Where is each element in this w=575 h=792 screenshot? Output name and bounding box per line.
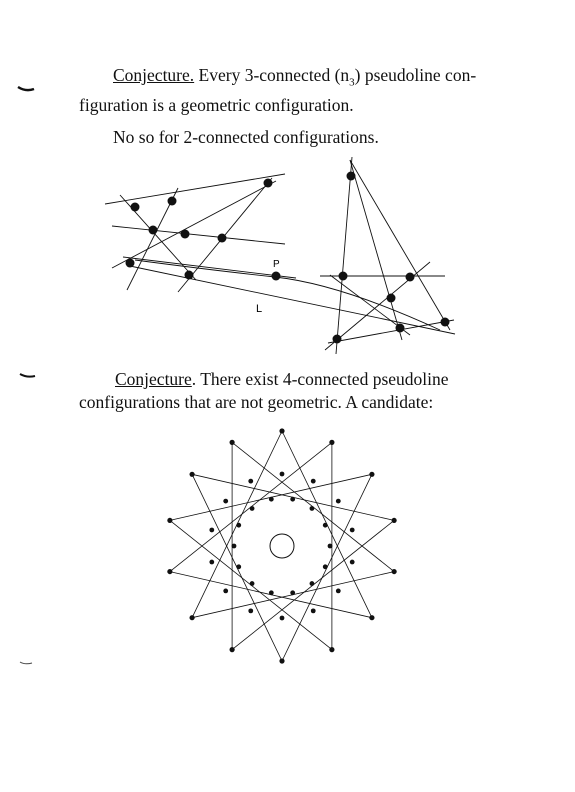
star-outer-point bbox=[392, 518, 397, 523]
star-inner-point bbox=[248, 608, 253, 613]
star-center-circle bbox=[270, 534, 294, 558]
star-inner-point bbox=[350, 528, 355, 533]
star-outer-point bbox=[392, 569, 397, 574]
star-outer-point bbox=[329, 440, 334, 445]
star-outer-point bbox=[369, 615, 374, 620]
conjecture-2-line-2: configurations that are not geometric. A candidate: bbox=[79, 392, 434, 412]
star-inner-point bbox=[250, 581, 255, 586]
subscript-3: 3 bbox=[349, 76, 355, 89]
star-outer-point bbox=[329, 647, 334, 652]
star-inner-point bbox=[336, 499, 341, 504]
star-outer-point bbox=[369, 472, 374, 477]
star-inner-point bbox=[311, 608, 316, 613]
star-inner-point bbox=[311, 479, 316, 484]
star-inner-point bbox=[323, 564, 328, 569]
conjecture-1-text-end: ) pseudoline con- bbox=[354, 65, 477, 85]
star-inner-point bbox=[209, 528, 214, 533]
star-outer-point bbox=[167, 518, 172, 523]
star-inner-point bbox=[290, 497, 295, 502]
conjecture-2-heading: Conjecture bbox=[115, 369, 192, 389]
star-inner-point bbox=[280, 472, 285, 477]
star-inner-point bbox=[310, 581, 315, 586]
star-inner-point bbox=[250, 506, 255, 511]
star-outer-point bbox=[189, 615, 194, 620]
star-inner-point bbox=[269, 497, 274, 502]
star-outer-point bbox=[189, 472, 194, 477]
star-outer-point bbox=[230, 440, 235, 445]
conjecture-1-line-2: figuration is a geometric configuration. bbox=[79, 95, 354, 115]
star-inner-point bbox=[336, 588, 341, 593]
label-p: P bbox=[273, 259, 280, 270]
star-inner-point bbox=[350, 560, 355, 565]
conjecture-1-text: Every 3-connected (n bbox=[194, 65, 350, 85]
star-inner-point bbox=[223, 499, 228, 504]
star-inner-point bbox=[248, 479, 253, 484]
note-2-connected: No so for 2-connected configurations. bbox=[113, 127, 379, 147]
star-inner-point bbox=[323, 523, 328, 528]
star-inner-point bbox=[280, 616, 285, 621]
star-outer-point bbox=[167, 569, 172, 574]
star-outer-point bbox=[279, 428, 284, 433]
conjecture-2-text: . There exist 4-connected pseudoline bbox=[191, 369, 449, 389]
star-inner-point bbox=[236, 564, 241, 569]
star-outer-point bbox=[279, 658, 284, 663]
star-inner-point bbox=[310, 506, 315, 511]
label-l: L bbox=[256, 303, 263, 315]
star-inner-point bbox=[269, 590, 274, 595]
star-outer-point bbox=[230, 647, 235, 652]
star-inner-point bbox=[328, 544, 333, 549]
conjecture-1-heading: Conjecture. bbox=[113, 65, 195, 85]
star-inner-point bbox=[209, 560, 214, 565]
star-inner-point bbox=[223, 588, 228, 593]
star-inner-point bbox=[236, 523, 241, 528]
star-inner-point bbox=[232, 544, 237, 549]
star-inner-point bbox=[290, 590, 295, 595]
